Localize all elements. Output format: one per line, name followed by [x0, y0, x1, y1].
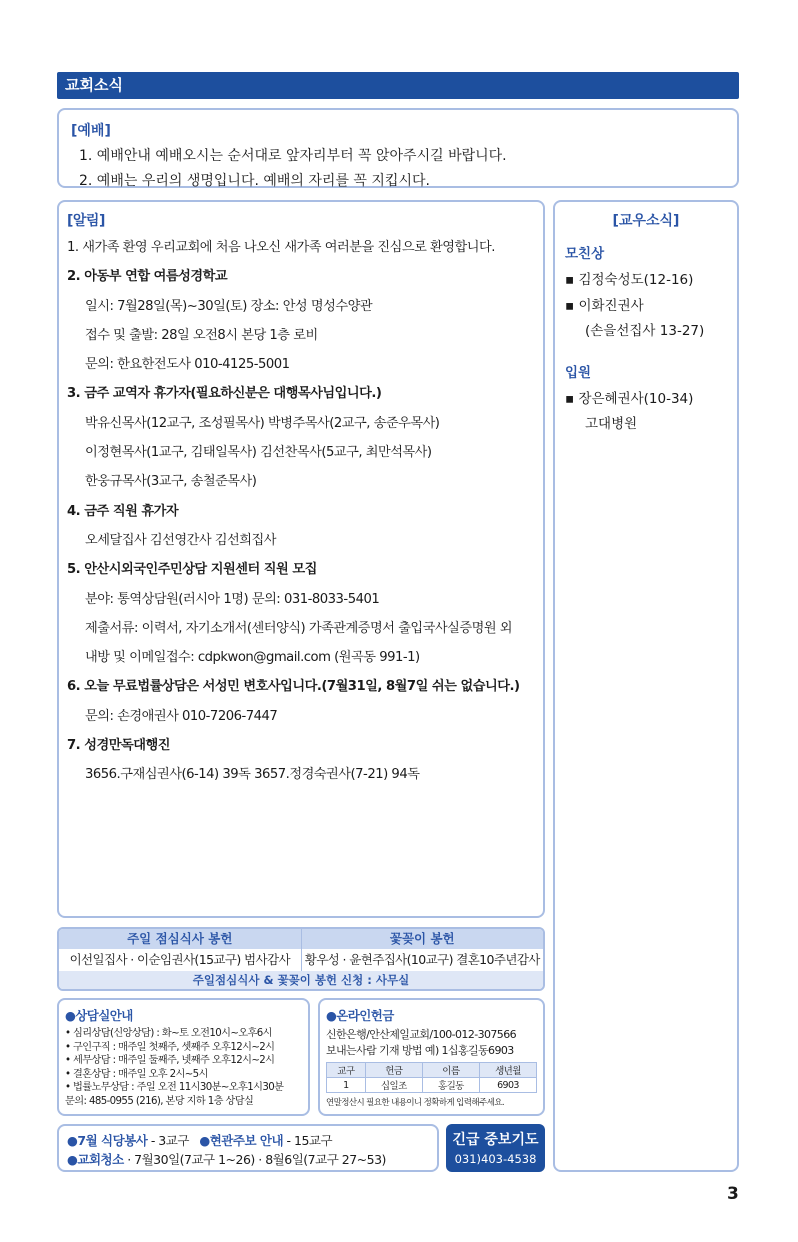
news-item: 1. 새가족 환영 우리교회에 처음 나오신 새가족 여러분을 진심으로 환영합니다.: [67, 240, 495, 255]
online-footnote: 연말정산시 필요한 내용이니 정확하게 입력해주세요.: [326, 1098, 504, 1108]
member-item: ▪ 이화진권사: [565, 298, 644, 314]
table-row: [327, 1078, 537, 1093]
page-number: 3: [727, 1184, 739, 1204]
sender-example-table: [326, 1062, 537, 1093]
counseling-title: ●상담실안내: [65, 1008, 133, 1023]
worship-notice: [57, 108, 739, 188]
table-cell: 1: [327, 1078, 366, 1093]
urgent-prayer-phone: 031)403-4538: [454, 1152, 537, 1166]
table-header: 이름: [422, 1063, 479, 1078]
member-item: (손을선집사 13-27): [585, 323, 705, 339]
news-detail: 내방 및 이메일접수: cdpkwon@gmail.com (원곡동 991-1): [85, 650, 420, 666]
member-item: ▪ 김정숙성도(12-16): [565, 272, 694, 288]
dining-service-value: - 3교구: [147, 1133, 189, 1148]
counseling-line: • 구인구직 : 매주일 첫째주, 셋째주 오후12시~2시: [65, 1041, 275, 1053]
flower-offering-header: 꽃꽂이 봉헌: [389, 931, 455, 946]
cleaning-label: ●교회청소: [67, 1152, 124, 1167]
news-heading: 7. 성경만독대행진: [67, 738, 170, 754]
counseling-line: • 세무상담 : 매주일 둘째주, 넷째주 오후12시~2시: [65, 1055, 275, 1066]
news-detail: 문의: 손경애권사 010-7206-7447: [85, 708, 278, 724]
weekly-bulletin-value: - 15교구: [283, 1133, 333, 1148]
offering-values: [59, 949, 543, 971]
service-line: [67, 1131, 429, 1150]
news-heading: 4. 금주 직원 휴가자: [67, 503, 179, 519]
member-news: [553, 200, 739, 1172]
worship-title: [예배]: [71, 123, 111, 139]
news-detail: 3656.구재심권사(6-14) 39독 3657.정경숙권사(7-21) 94독: [85, 767, 420, 783]
news-detail: 문의: 한요한전도사 010-4125-5001: [85, 357, 290, 373]
member-item: ▪ 장은혜권사(10-34): [565, 391, 694, 407]
table-header: 헌금: [365, 1063, 422, 1078]
news-detail: 오세달집사 김선영간사 김선희집사: [85, 532, 276, 548]
news-detail: 접수 및 출발: 28일 오전8시 본당 1층 로비: [85, 327, 318, 343]
cleaning-value: · 7월30일(7교구 1~26) · 8월6일(7교구 27~53): [123, 1152, 386, 1167]
online-offering-title: ●온라인헌금: [326, 1008, 394, 1023]
news-detail: 이정현목사(1교구, 김태일목사) 김선찬목사(5교구, 최만석목사): [85, 445, 432, 461]
dining-service-label: ●7월 식당봉사: [67, 1133, 148, 1148]
hospital-label: 입원: [565, 365, 592, 381]
table-cell: 십일조: [365, 1078, 422, 1093]
weekly-bulletin-label: ●현관주보 안내: [199, 1133, 284, 1148]
offering-table: [57, 927, 545, 991]
news-detail: 한웅규목사(3교구, 송철준목사): [85, 474, 257, 490]
offering-header: [59, 929, 543, 949]
flower-offering-value: 황우성 · 윤현주집사(10교구) 결혼10주년감사: [304, 952, 540, 967]
urgent-prayer-title: 긴급 중보기도: [452, 1132, 539, 1148]
announcements: [57, 200, 545, 918]
worship-line: 1. 예배안내 예배오시는 순서대로 앞자리부터 꼭 앉아주시길 바랍니다.: [79, 148, 507, 164]
lunch-offering-value: 이선일집사 · 이순임권사(15교구) 범사감사: [59, 949, 302, 971]
worship-line: 2. 예배는 우리의 생명입니다. 예배의 자리를 꼭 지킵시다.: [79, 173, 430, 189]
member-item: 고대병원: [585, 416, 638, 432]
cleaning-line: [67, 1150, 429, 1169]
news-heading: 3. 금주 교역자 휴가자(필요하신분은 대행목사님입니다.): [67, 386, 382, 402]
bereavement-label: 모친상: [565, 246, 605, 262]
service-schedule: [57, 1124, 439, 1172]
news-detail: 분야: 통역상담원(러시아 1명) 문의: 031-8033-5401: [85, 591, 380, 607]
counseling-line: • 결혼상담 : 매주일 오후 2시~5시: [65, 1068, 208, 1080]
table-cell: 홍길동: [422, 1078, 479, 1093]
lunch-offering-header: 주일 점심식사 봉헌: [59, 929, 302, 949]
member-news-title: [교우소식]: [612, 213, 680, 229]
table-header: 생년월: [479, 1063, 536, 1078]
table-cell: 6903: [479, 1078, 536, 1093]
counseling-line: • 심리상담(신앙상담) : 화~토 오전10시~오후6시: [65, 1028, 272, 1039]
counseling-info: [57, 998, 310, 1116]
counseling-line: • 법률노무상담 : 주일 오전 11시30분~오후1시30분: [65, 1082, 284, 1093]
news-detail: 제출서류: 이력서, 자기소개서(센터양식) 가족관계증명서 출입국사실증명원 외: [85, 620, 513, 636]
news-detail: 일시: 7월28일(목)~30일(토) 장소: 안성 명성수양관: [85, 298, 373, 314]
announcements-title: [알림]: [67, 213, 105, 229]
bank-account: 신한은행/안산제일교회/100-012-307566: [326, 1028, 516, 1041]
urgent-prayer-box: [446, 1124, 545, 1172]
online-offering: [318, 998, 545, 1116]
table-header: 교구: [327, 1063, 366, 1078]
sender-rule: 보내는사람 기재 방법 예) 1십홍길동6903: [326, 1044, 514, 1057]
news-heading: 2. 아동부 연합 여름성경학교: [67, 269, 228, 285]
counseling-line: 문의: 485-0955 (216), 본당 지하 1층 상담실: [65, 1095, 254, 1107]
news-heading: 6. 오늘 무료법률상담은 서성민 변호사입니다.(7월31일, 8월7일 쉬는 없습니다.): [67, 679, 520, 695]
news-detail: 박유신목사(12교구, 조성필목사) 박병주목사(2교구, 송준우목사): [85, 415, 440, 431]
section-header: 교회소식: [57, 72, 739, 99]
offering-note: 주일점심식사 & 꽃꽂이 봉헌 신청 : 사무실: [59, 971, 543, 989]
news-heading: 5. 안산시외국인주민상담 지원센터 직원 모집: [67, 562, 317, 578]
